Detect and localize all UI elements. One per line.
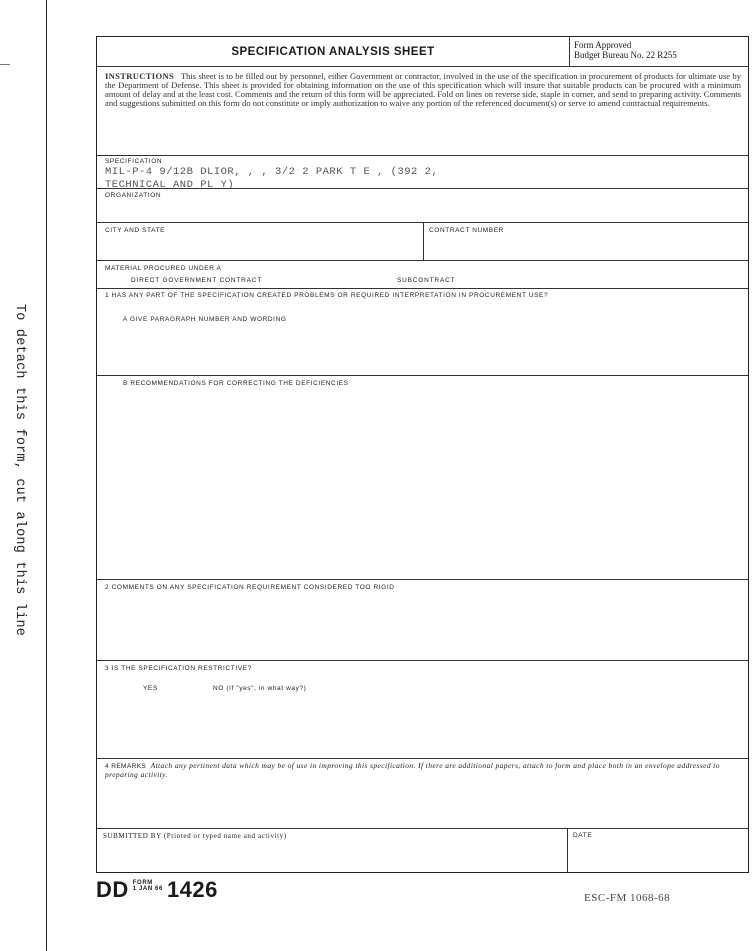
date-label: DATE — [573, 832, 593, 839]
question-1b-label: B RECOMMENDATIONS FOR CORRECTING THE DEFICIENCIES — [123, 380, 349, 387]
question-1-section[interactable] — [97, 289, 748, 376]
organization-field[interactable] — [97, 189, 748, 223]
form-designation — [96, 877, 218, 903]
dd-mark: DD — [96, 877, 129, 902]
material-label: MATERIAL PROCURED UNDER A — [105, 265, 222, 272]
approval-line: Form Approved — [574, 40, 632, 50]
instructions-text: This sheet is to be filled out by personnel, either Government or contractor, involved in the use of the specification in procurement of products for ultimate use by the Department of Defense. This sheet is provided for obtaining information on the use of this specification which will insure that suitable products can be procured with a minimum amount of delay and at the least cost. Comments and the return of this form will be appreciated. Fold on lines on reverse side, staple in corner, and send to preparing activity. Comments and suggestions submitted on this form do not constitute or imply authorization to waive any portion of the referenced document(s) or serve to amend contractual requirements. — [105, 71, 741, 109]
question-1a-label: A GIVE PARAGRAPH NUMBER AND WORDING — [123, 316, 287, 323]
remarks-instructions: Attach any pertinent data which may be of use in improving this specification. If there are additional papers, attach to form and place both in an envelope addressed to preparing activity. — [105, 761, 720, 779]
yes-option[interactable]: YES — [143, 685, 158, 692]
organization-label: ORGANIZATION — [105, 192, 162, 199]
approval-block — [574, 40, 677, 61]
form-number: 1426 — [166, 877, 218, 902]
question-3-label: 3 IS THE SPECIFICATION RESTRICTIVE? — [105, 665, 252, 672]
date-field[interactable] — [567, 829, 748, 872]
specification-analysis-form — [96, 36, 749, 873]
form-code: ESC-FM 1068-68 — [584, 892, 671, 904]
submitted-by-label: SUBMITTED BY (Printed or typed name and activity) — [103, 832, 287, 840]
specification-field[interactable] — [97, 155, 748, 189]
subcontract-option[interactable]: SUBCONTRACT — [397, 277, 456, 284]
cut-tick-mark — [0, 64, 10, 65]
question-1b-section[interactable] — [97, 376, 748, 580]
question-3-section[interactable] — [97, 661, 748, 759]
city-contract-row — [97, 223, 748, 261]
budget-bureau-number: Budget Bureau No. 22 R255 — [574, 50, 677, 61]
specification-label: SPECIFICATION — [105, 158, 163, 165]
instructions-label: INSTRUCTIONS — [105, 71, 175, 81]
no-option[interactable]: NO (If "yes", in what way?) — [213, 685, 307, 692]
material-procured-row — [97, 261, 748, 289]
contract-number-label: CONTRACT NUMBER — [429, 227, 504, 234]
instructions — [105, 72, 741, 108]
question-2-label: 2 COMMENTS ON ANY SPECIFICATION REQUIREMENT CONSIDERED TOO RIGID — [105, 584, 395, 591]
city-state-label: CITY AND STATE — [105, 227, 166, 234]
question-2-section[interactable] — [97, 580, 748, 661]
question-4-section[interactable] — [97, 759, 748, 829]
header-row — [97, 37, 748, 67]
specification-value: MIL-P-4 9/12B DLIOR, , , 3/2 2 PARK T E , (392 2, TECHNICAL AND PL Y) — [105, 166, 439, 191]
submitted-by-row — [97, 829, 748, 872]
form-word: FORM 1 JAN 66 — [132, 880, 163, 893]
cut-line — [46, 0, 47, 951]
question-1-label: 1 HAS ANY PART OF THE SPECIFICATION CREATED PROBLEMS OR REQUIRED INTERPRETATION IN PROCUREMENT USE? — [105, 292, 549, 299]
cut-instruction: To detach this form, cut along this line — [12, 304, 27, 637]
remarks-label: 4 REMARKS Attach any pertinent data which may be of use in improving this specification. If there are additional papers, attach to form and place both in an envelope addressed to preparing activity. — [105, 761, 720, 779]
direct-contract-option[interactable]: DIRECT GOVERNMENT CONTRACT — [131, 277, 263, 284]
submitted-by-field[interactable] — [97, 829, 568, 872]
contract-number-field[interactable] — [423, 223, 748, 260]
form-title: SPECIFICATION ANALYSIS SHEET — [97, 37, 570, 66]
city-state-field[interactable] — [97, 223, 424, 260]
